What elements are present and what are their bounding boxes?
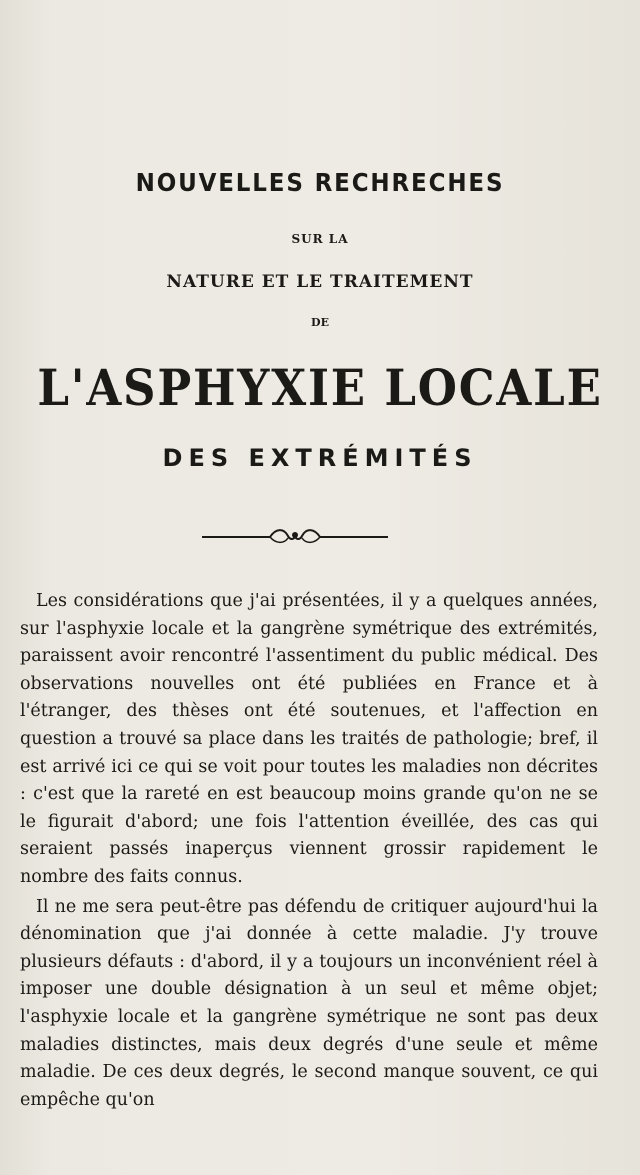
body-text — [20, 588, 598, 1114]
title-line-3: NATURE ET LE TRAITEMENT — [166, 272, 474, 292]
title-line-2: SUR LA — [291, 232, 349, 246]
ornament-divider — [200, 526, 390, 546]
title-line-1: NOUVELLES RECHRECHES — [135, 168, 505, 197]
title-line-4: DE — [311, 316, 329, 329]
title-line-5: L'ASPHYXIE LOCALE — [37, 358, 603, 417]
paragraph-2: Il ne me sera peut-être pas défendu de critiquer aujourd'hui la dénomination que j'ai donnée à cette maladie. J'y trouve plusieurs défauts : d'abord, il y a toujours un inconvénient réel à imposer une double désignation à un seul et même objet; l'asphyxie locale et la gangrène symétrique ne sont pas deux maladies distinctes, mais deux degrés d'une seule et même maladie. De ces deux degrés, le second manque souvent, ce qui empêche qu'on — [20, 896, 598, 1110]
title-line-6: DES EXTRÉMITÉS — [162, 444, 478, 472]
paragraph-1: Les considérations que j'ai présentées, il y a quelques années, sur l'asphyxie locale et la gangrène symétrique des extrémités, paraissent avoir rencontré l'assentiment du public médical. Des observations nouvelles ont été publiées en France et à l'étranger, des thèses ont été soutenues, et l'affection en question a trouvé sa place dans les traités de pathologie; bref, il est arrivé ici ce qui se voit pour toutes les maladies non décrites : c'est que la rareté en est beaucoup moins grande qu'on ne se le figurait d'abord; une fois l'attention éveillée, des cas qui seraient passés inaperçus viennent grossir rapidement le nombre des faits connus. — [20, 591, 598, 887]
